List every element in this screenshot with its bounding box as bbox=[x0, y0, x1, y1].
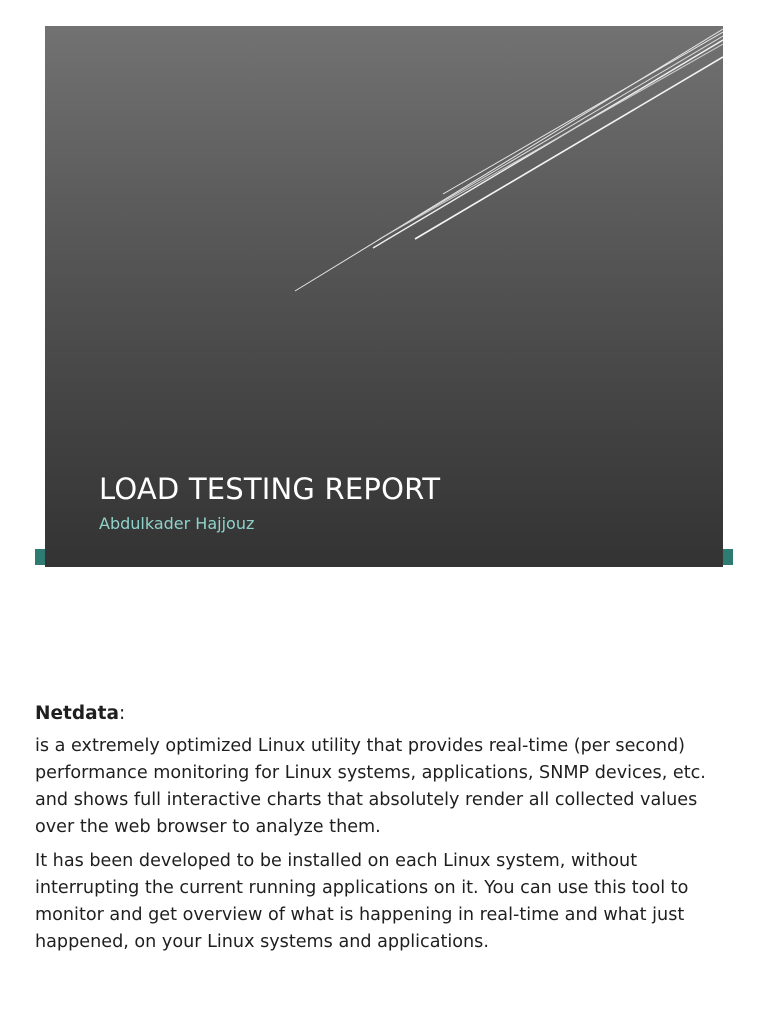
paragraph-details: It has been developed to be installed on each Linux system, without interrupting the current running applications on it. You can use this tool to monitor and get overview of what is happening in real-time and what just happened, on your Linux systems and applications. bbox=[35, 851, 689, 952]
body-content bbox=[35, 700, 740, 963]
streak-line bbox=[443, 32, 723, 194]
author-name: Abdulkader Hajjouz bbox=[99, 514, 255, 533]
streak-line bbox=[415, 57, 723, 239]
heading-colon: : bbox=[118, 703, 126, 724]
paragraph-intro: is a extremely optimized Linux utility that provides real-time (per second) performance monitoring for Linux systems, applications, SNMP devices, etc. and shows full interactive charts that absolutely render all collected values over the web browser to analyze them. bbox=[35, 736, 706, 837]
streak-line bbox=[373, 40, 723, 248]
streak-line bbox=[378, 36, 723, 240]
heading-text: Netdata bbox=[35, 703, 119, 724]
section-heading bbox=[35, 700, 740, 727]
streak-line bbox=[385, 44, 723, 236]
streak-line bbox=[295, 29, 723, 291]
report-title: LOAD TESTING REPORT bbox=[99, 472, 441, 506]
cover-panel bbox=[45, 26, 723, 567]
